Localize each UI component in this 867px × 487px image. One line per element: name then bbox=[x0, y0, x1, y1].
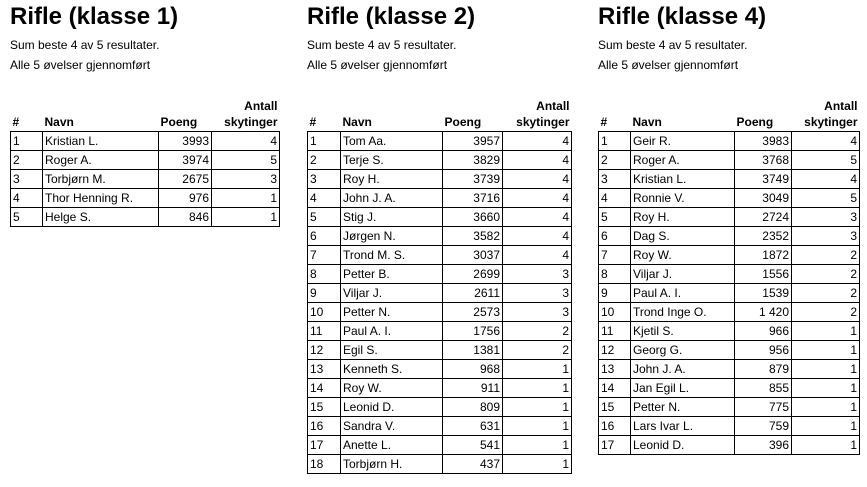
cell-rank: 4 bbox=[11, 188, 43, 207]
cell-name: Leonid D. bbox=[341, 397, 443, 416]
cell-points: 2352 bbox=[735, 226, 792, 245]
table-row bbox=[11, 131, 280, 150]
table-row bbox=[308, 416, 572, 435]
cell-points: 976 bbox=[159, 188, 212, 207]
table-row bbox=[308, 435, 572, 454]
cell-name: Thor Henning R. bbox=[43, 188, 159, 207]
table-row bbox=[599, 264, 860, 283]
cell-rank: 11 bbox=[308, 321, 341, 340]
table-row bbox=[11, 207, 280, 226]
cell-count: 1 bbox=[212, 188, 280, 207]
header-rank: # bbox=[309, 114, 317, 129]
cell-count: 3 bbox=[503, 302, 572, 321]
cell-rank: 4 bbox=[308, 188, 341, 207]
cell-points: 3974 bbox=[159, 150, 212, 169]
cell-rank: 14 bbox=[308, 378, 341, 397]
table-header-row bbox=[308, 93, 572, 131]
cell-name: Lars Ivar L. bbox=[631, 416, 735, 435]
cell-rank: 7 bbox=[599, 245, 631, 264]
table-body bbox=[308, 131, 572, 473]
cell-name: Stig J. bbox=[341, 207, 443, 226]
cell-points: 3582 bbox=[443, 226, 503, 245]
cell-rank: 9 bbox=[308, 283, 341, 302]
cell-points: 541 bbox=[443, 435, 503, 454]
results-table bbox=[598, 93, 860, 455]
cell-name: Ronnie V. bbox=[631, 188, 735, 207]
cell-points: 3049 bbox=[735, 188, 792, 207]
cell-rank: 6 bbox=[308, 226, 341, 245]
table-row bbox=[599, 283, 860, 302]
cell-points: 2724 bbox=[735, 207, 792, 226]
cell-count: 1 bbox=[503, 397, 572, 416]
cell-rank: 5 bbox=[308, 207, 341, 226]
table-body bbox=[599, 131, 860, 454]
cell-count: 1 bbox=[503, 359, 572, 378]
cell-name: Jørgen N. bbox=[341, 226, 443, 245]
cell-name: Kristian L. bbox=[631, 169, 735, 188]
cell-points: 1381 bbox=[443, 340, 503, 359]
header-points: Poeng bbox=[444, 114, 482, 129]
cell-rank: 5 bbox=[599, 207, 631, 226]
table-row bbox=[308, 340, 572, 359]
cell-rank: 16 bbox=[308, 416, 341, 435]
cell-points: 2675 bbox=[159, 169, 212, 188]
header-name: Navn bbox=[342, 114, 372, 129]
cell-count: 3 bbox=[503, 283, 572, 302]
cell-rank: 10 bbox=[308, 302, 341, 321]
cell-count: 1 bbox=[792, 340, 860, 359]
cell-count: 2 bbox=[792, 302, 860, 321]
cell-points: 879 bbox=[735, 359, 792, 378]
cell-points: 1872 bbox=[735, 245, 792, 264]
cell-count: 1 bbox=[792, 435, 860, 454]
cell-name: Dag S. bbox=[631, 226, 735, 245]
table-row bbox=[308, 454, 572, 473]
section-title: Rifle (klasse 2) bbox=[307, 3, 476, 30]
table-row bbox=[11, 188, 280, 207]
cell-points: 437 bbox=[443, 454, 503, 473]
cell-count: 1 bbox=[503, 378, 572, 397]
cell-count: 4 bbox=[792, 131, 860, 150]
cell-points: 396 bbox=[735, 435, 792, 454]
cell-rank: 6 bbox=[599, 226, 631, 245]
cell-points: 3993 bbox=[159, 131, 212, 150]
table-row bbox=[599, 321, 860, 340]
table-row bbox=[599, 150, 860, 169]
cell-rank: 7 bbox=[308, 245, 341, 264]
table-row bbox=[599, 416, 860, 435]
cell-rank: 3 bbox=[308, 169, 341, 188]
table-row bbox=[599, 226, 860, 245]
cell-name: Tom Aa. bbox=[341, 131, 443, 150]
header-count-line2: skytinger bbox=[224, 114, 278, 129]
cell-name: Torbjørn H. bbox=[341, 454, 443, 473]
cell-name: Petter N. bbox=[341, 302, 443, 321]
cell-rank: 11 bbox=[599, 321, 631, 340]
section-subtitle-completion: Alle 5 øvelser gjennomført bbox=[598, 58, 739, 72]
cell-name: Jan Egil L. bbox=[631, 378, 735, 397]
cell-points: 3983 bbox=[735, 131, 792, 150]
cell-rank: 17 bbox=[308, 435, 341, 454]
cell-points: 2699 bbox=[443, 264, 503, 283]
cell-rank: 13 bbox=[599, 359, 631, 378]
cell-count: 5 bbox=[792, 188, 860, 207]
cell-name: John J. A. bbox=[631, 359, 735, 378]
cell-rank: 9 bbox=[599, 283, 631, 302]
cell-rank: 2 bbox=[599, 150, 631, 169]
cell-name: Roy W. bbox=[341, 378, 443, 397]
section-subtitle-rule: Sum beste 4 av 5 resultater. bbox=[10, 38, 160, 52]
table-row bbox=[308, 207, 572, 226]
cell-name: Helge S. bbox=[43, 207, 159, 226]
table-row bbox=[599, 169, 860, 188]
cell-name: Torbjørn M. bbox=[43, 169, 159, 188]
header-rank: # bbox=[600, 114, 608, 129]
cell-rank: 2 bbox=[11, 150, 43, 169]
header-count-line2: skytinger bbox=[804, 114, 858, 129]
cell-count: 1 bbox=[792, 359, 860, 378]
cell-name: Petter B. bbox=[341, 264, 443, 283]
results-table bbox=[10, 93, 280, 227]
table-row bbox=[308, 264, 572, 283]
cell-points: 3749 bbox=[735, 169, 792, 188]
cell-points: 855 bbox=[735, 378, 792, 397]
cell-count: 4 bbox=[212, 131, 280, 150]
cell-name: Leonid D. bbox=[631, 435, 735, 454]
cell-count: 3 bbox=[792, 226, 860, 245]
table-row bbox=[308, 302, 572, 321]
table-row bbox=[599, 340, 860, 359]
cell-count: 2 bbox=[503, 340, 572, 359]
header-points: Poeng bbox=[736, 114, 774, 129]
cell-count: 2 bbox=[792, 245, 860, 264]
cell-rank: 12 bbox=[599, 340, 631, 359]
section-subtitle-rule: Sum beste 4 av 5 resultater. bbox=[598, 38, 748, 52]
table-row bbox=[599, 207, 860, 226]
cell-count: 1 bbox=[503, 454, 572, 473]
table-row bbox=[599, 245, 860, 264]
cell-count: 2 bbox=[503, 321, 572, 340]
table-row bbox=[11, 150, 280, 169]
cell-points: 3829 bbox=[443, 150, 503, 169]
table-row bbox=[308, 150, 572, 169]
table-row bbox=[599, 397, 860, 416]
table-row bbox=[308, 378, 572, 397]
cell-rank: 12 bbox=[308, 340, 341, 359]
cell-count: 1 bbox=[792, 378, 860, 397]
cell-name: Kristian L. bbox=[43, 131, 159, 150]
cell-count: 3 bbox=[212, 169, 280, 188]
cell-rank: 17 bbox=[599, 435, 631, 454]
cell-count: 1 bbox=[503, 416, 572, 435]
cell-name: John J. A. bbox=[341, 188, 443, 207]
cell-points: 3716 bbox=[443, 188, 503, 207]
cell-count: 4 bbox=[503, 169, 572, 188]
cell-points: 1756 bbox=[443, 321, 503, 340]
cell-rank: 15 bbox=[599, 397, 631, 416]
header-count-line1: Antall bbox=[536, 98, 570, 113]
cell-count: 3 bbox=[792, 207, 860, 226]
table-row bbox=[308, 188, 572, 207]
header-points: Poeng bbox=[160, 114, 198, 129]
cell-name: Petter N. bbox=[631, 397, 735, 416]
cell-count: 3 bbox=[503, 264, 572, 283]
cell-points: 3768 bbox=[735, 150, 792, 169]
cell-rank: 1 bbox=[599, 131, 631, 150]
cell-points: 1539 bbox=[735, 283, 792, 302]
cell-points: 911 bbox=[443, 378, 503, 397]
cell-points: 759 bbox=[735, 416, 792, 435]
cell-name: Anette L. bbox=[341, 435, 443, 454]
cell-name: Roy W. bbox=[631, 245, 735, 264]
header-name: Navn bbox=[44, 114, 74, 129]
cell-rank: 3 bbox=[599, 169, 631, 188]
table-row bbox=[599, 188, 860, 207]
cell-name: Viljar J. bbox=[631, 264, 735, 283]
cell-name: Paul A. I. bbox=[631, 283, 735, 302]
table-row bbox=[599, 131, 860, 150]
header-name: Navn bbox=[632, 114, 662, 129]
cell-count: 2 bbox=[792, 264, 860, 283]
cell-name: Roger A. bbox=[631, 150, 735, 169]
table-row bbox=[308, 131, 572, 150]
cell-points: 966 bbox=[735, 321, 792, 340]
cell-count: 5 bbox=[212, 150, 280, 169]
cell-rank: 16 bbox=[599, 416, 631, 435]
cell-count: 4 bbox=[503, 150, 572, 169]
cell-points: 2611 bbox=[443, 283, 503, 302]
cell-count: 1 bbox=[792, 416, 860, 435]
cell-points: 2573 bbox=[443, 302, 503, 321]
results-table bbox=[307, 93, 572, 474]
header-count-line2: skytinger bbox=[516, 114, 570, 129]
cell-name: Roy H. bbox=[631, 207, 735, 226]
cell-name: Georg G. bbox=[631, 340, 735, 359]
cell-name: Trond M. S. bbox=[341, 245, 443, 264]
table-row bbox=[599, 435, 860, 454]
section-subtitle-completion: Alle 5 øvelser gjennomført bbox=[10, 58, 151, 72]
cell-rank: 4 bbox=[599, 188, 631, 207]
cell-name: Kjetil S. bbox=[631, 321, 735, 340]
cell-count: 1 bbox=[503, 435, 572, 454]
header-count bbox=[503, 93, 572, 131]
cell-count: 2 bbox=[792, 283, 860, 302]
section-subtitle-completion: Alle 5 øvelser gjennomført bbox=[307, 58, 448, 72]
cell-rank: 2 bbox=[308, 150, 341, 169]
cell-count: 4 bbox=[503, 188, 572, 207]
cell-points: 3957 bbox=[443, 131, 503, 150]
cell-rank: 18 bbox=[308, 454, 341, 473]
cell-points: 809 bbox=[443, 397, 503, 416]
cell-count: 4 bbox=[503, 131, 572, 150]
table-row bbox=[308, 226, 572, 245]
table-body bbox=[11, 131, 280, 226]
cell-points: 3739 bbox=[443, 169, 503, 188]
table-row bbox=[308, 245, 572, 264]
cell-rank: 1 bbox=[308, 131, 341, 150]
table-row bbox=[599, 378, 860, 397]
cell-name: Geir R. bbox=[631, 131, 735, 150]
cell-name: Egil S. bbox=[341, 340, 443, 359]
cell-points: 956 bbox=[735, 340, 792, 359]
section-title: Rifle (klasse 4) bbox=[598, 3, 767, 30]
header-count bbox=[212, 93, 280, 131]
cell-name: Trond Inge O. bbox=[631, 302, 735, 321]
table-row bbox=[308, 169, 572, 188]
section-subtitle-rule: Sum beste 4 av 5 resultater. bbox=[307, 38, 457, 52]
cell-name: Roger A. bbox=[43, 150, 159, 169]
cell-points: 846 bbox=[159, 207, 212, 226]
cell-points: 3660 bbox=[443, 207, 503, 226]
header-count bbox=[792, 93, 860, 131]
table-row bbox=[308, 283, 572, 302]
cell-rank: 8 bbox=[599, 264, 631, 283]
cell-name: Roy H. bbox=[341, 169, 443, 188]
cell-name: Sandra V. bbox=[341, 416, 443, 435]
table-row bbox=[11, 169, 280, 188]
table-row bbox=[599, 302, 860, 321]
cell-count: 1 bbox=[212, 207, 280, 226]
cell-name: Viljar J. bbox=[341, 283, 443, 302]
cell-rank: 10 bbox=[599, 302, 631, 321]
header-count-line1: Antall bbox=[244, 98, 278, 113]
cell-points: 1 420 bbox=[735, 302, 792, 321]
section-title: Rifle (klasse 1) bbox=[10, 3, 179, 30]
cell-count: 5 bbox=[792, 150, 860, 169]
table-row bbox=[308, 321, 572, 340]
cell-points: 1556 bbox=[735, 264, 792, 283]
cell-points: 775 bbox=[735, 397, 792, 416]
cell-rank: 15 bbox=[308, 397, 341, 416]
table-row bbox=[599, 359, 860, 378]
cell-rank: 3 bbox=[11, 169, 43, 188]
cell-name: Kenneth S. bbox=[341, 359, 443, 378]
cell-count: 1 bbox=[792, 397, 860, 416]
cell-rank: 13 bbox=[308, 359, 341, 378]
header-count-line1: Antall bbox=[824, 98, 858, 113]
cell-name: Terje S. bbox=[341, 150, 443, 169]
cell-points: 3037 bbox=[443, 245, 503, 264]
cell-rank: 14 bbox=[599, 378, 631, 397]
header-rank: # bbox=[12, 114, 20, 129]
cell-count: 4 bbox=[503, 207, 572, 226]
table-row bbox=[308, 397, 572, 416]
cell-rank: 5 bbox=[11, 207, 43, 226]
cell-name: Paul A. I. bbox=[341, 321, 443, 340]
cell-rank: 8 bbox=[308, 264, 341, 283]
cell-points: 968 bbox=[443, 359, 503, 378]
cell-count: 4 bbox=[792, 169, 860, 188]
cell-count: 4 bbox=[503, 226, 572, 245]
table-header-row bbox=[11, 93, 280, 131]
cell-points: 631 bbox=[443, 416, 503, 435]
cell-rank: 1 bbox=[11, 131, 43, 150]
table-row bbox=[308, 359, 572, 378]
cell-count: 4 bbox=[503, 245, 572, 264]
table-header-row bbox=[599, 93, 860, 131]
cell-count: 1 bbox=[792, 321, 860, 340]
